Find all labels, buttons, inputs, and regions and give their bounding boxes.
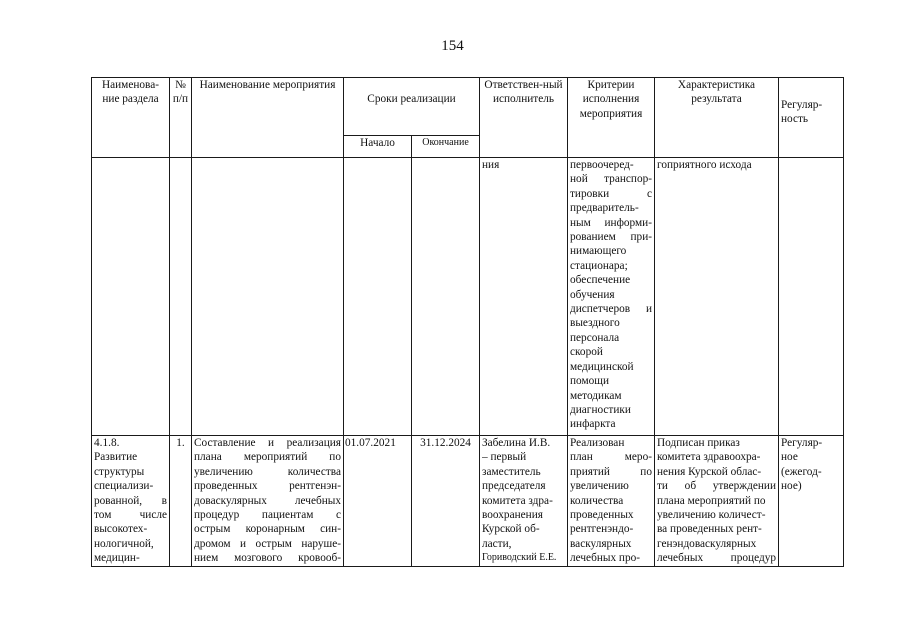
- activity-line: проведенных рентгенэн-: [194, 480, 341, 493]
- cell-regularity: [779, 158, 844, 436]
- regularity-line: ное: [781, 451, 798, 464]
- criteria-line: Реализован: [570, 437, 625, 449]
- criteria-line: помощи: [570, 375, 610, 388]
- result-line: лечебных процедур: [657, 552, 776, 565]
- cell-start: [344, 158, 412, 436]
- cell-number: [170, 158, 192, 436]
- result-line: нения Курской облас-: [657, 465, 762, 478]
- table-row: [92, 158, 844, 436]
- responsible-text: ния: [482, 159, 500, 171]
- responsible-line: воохранения: [482, 509, 543, 522]
- section-line: 4.1.8.: [94, 437, 120, 449]
- section-line: медицин-: [94, 552, 140, 565]
- criteria-line: рованием при-: [570, 231, 652, 244]
- header-section-name: Наименова-ние раздела: [92, 78, 170, 158]
- activity-line: доваскулярных лечебных: [194, 494, 341, 507]
- result-line: ти об утверждении: [657, 480, 776, 493]
- header-start: Начало: [344, 136, 412, 158]
- cell-responsible: [480, 436, 568, 567]
- criteria-line: диспетчеров и: [570, 303, 652, 316]
- criteria-line: увеличению: [570, 480, 629, 493]
- criteria-line: инфаркта: [570, 418, 616, 431]
- header-result: Характеристика результата: [655, 78, 779, 158]
- criteria-line: план меро-: [570, 451, 652, 464]
- cell-result: [655, 158, 779, 436]
- criteria-line: обучения: [570, 288, 615, 301]
- section-line: высокотех-: [94, 523, 148, 536]
- criteria-line: скорой: [570, 346, 603, 359]
- header-regularity: Регуляр-ность: [779, 78, 844, 158]
- header-number: № п/п: [170, 78, 192, 158]
- criteria-line: нимающего: [570, 245, 627, 258]
- criteria-line: приятий по: [570, 465, 652, 478]
- cell-result: [655, 436, 779, 567]
- result-line: Подписан приказ: [657, 437, 740, 449]
- cell-criteria: [568, 436, 655, 567]
- criteria-line: диагностики: [570, 403, 631, 416]
- criteria-line: васкулярных: [570, 537, 632, 550]
- criteria-line: тировки с: [570, 187, 652, 200]
- result-line: плана мероприятий по: [657, 494, 766, 507]
- regularity-line: ное): [781, 480, 802, 493]
- result-text: гоприятного исхода: [657, 159, 752, 171]
- cell-number: 1.: [170, 436, 192, 567]
- responsible-line: ласти,: [482, 537, 512, 550]
- criteria-line: проведенных: [570, 509, 634, 522]
- cell-section: [92, 158, 170, 436]
- header-row: [92, 78, 844, 136]
- result-line: увеличению количест-: [657, 509, 766, 522]
- section-line: рованной, в: [94, 494, 167, 507]
- activity-line: процедур пациентам с: [194, 509, 341, 522]
- cell-regularity: [779, 436, 844, 567]
- table-row: [92, 436, 844, 567]
- activity-line: увеличению количества: [194, 465, 341, 478]
- cell-end: 31.12.2024: [412, 436, 480, 567]
- responsible-line: – первый: [482, 451, 527, 464]
- criteria-line: первоочеред-: [570, 159, 634, 171]
- section-line: том числе: [94, 509, 167, 522]
- criteria-line: персонала: [570, 331, 620, 344]
- criteria-line: предваритель-: [570, 202, 639, 215]
- responsible-line: председателя: [482, 480, 546, 493]
- activity-line: дромом и острым наруше-: [194, 537, 341, 550]
- responsible-line: заместитель: [482, 465, 541, 478]
- criteria-line: ным информи-: [570, 216, 652, 229]
- section-line: структуры: [94, 465, 145, 478]
- activity-line: острым коронарным син-: [194, 523, 341, 536]
- header-end: Окончание: [412, 136, 480, 158]
- cell-criteria: [568, 158, 655, 436]
- activity-line: плана мероприятий по: [194, 451, 341, 464]
- page-number: 154: [441, 38, 464, 54]
- section-line: специализи-: [94, 480, 154, 493]
- responsible-line: Курской об-: [482, 523, 540, 536]
- criteria-line: лечебных про-: [570, 552, 641, 565]
- header-activity-name: Наименование мероприятия: [192, 78, 344, 158]
- plan-table: [91, 77, 844, 567]
- regularity-line: Регуляр-: [781, 437, 823, 449]
- regularity-line: (ежегод-: [781, 465, 822, 478]
- result-line: ва проведенных рент-: [657, 523, 762, 536]
- responsible-line: комитета здра-: [482, 494, 553, 507]
- activity-line: нием мозгового кровооб-: [194, 552, 341, 565]
- criteria-line: ной транспор-: [570, 173, 652, 186]
- cell-responsible: [480, 158, 568, 436]
- criteria-line: выездного: [570, 317, 620, 330]
- criteria-line: медицинской: [570, 360, 634, 373]
- cell-section: [92, 436, 170, 567]
- criteria-line: количества: [570, 494, 624, 507]
- responsible-line: Гориводский Е.Е.: [482, 552, 557, 564]
- cell-activity: [192, 436, 344, 567]
- cell-end: [412, 158, 480, 436]
- result-line: генэндоваскулярных: [657, 537, 757, 550]
- criteria-line: стационара;: [570, 259, 628, 272]
- criteria-line: рентгенэндо-: [570, 523, 634, 536]
- section-line: нологичной,: [94, 537, 154, 550]
- cell-start: 01.07.2021: [344, 436, 412, 567]
- activity-line: Составление и реализация: [194, 437, 341, 449]
- responsible-line: Забелина И.В.: [482, 437, 551, 449]
- header-responsible: Ответствен-ный исполнитель: [480, 78, 568, 158]
- header-criteria: Критерии исполнения мероприятия: [568, 78, 655, 158]
- criteria-line: обеспечение: [570, 274, 631, 287]
- cell-activity: [192, 158, 344, 436]
- criteria-line: методикам: [570, 389, 622, 402]
- section-line: Развитие: [94, 451, 138, 464]
- result-line: комитета здравоохра-: [657, 451, 761, 464]
- header-dates: Сроки реализации: [344, 78, 480, 136]
